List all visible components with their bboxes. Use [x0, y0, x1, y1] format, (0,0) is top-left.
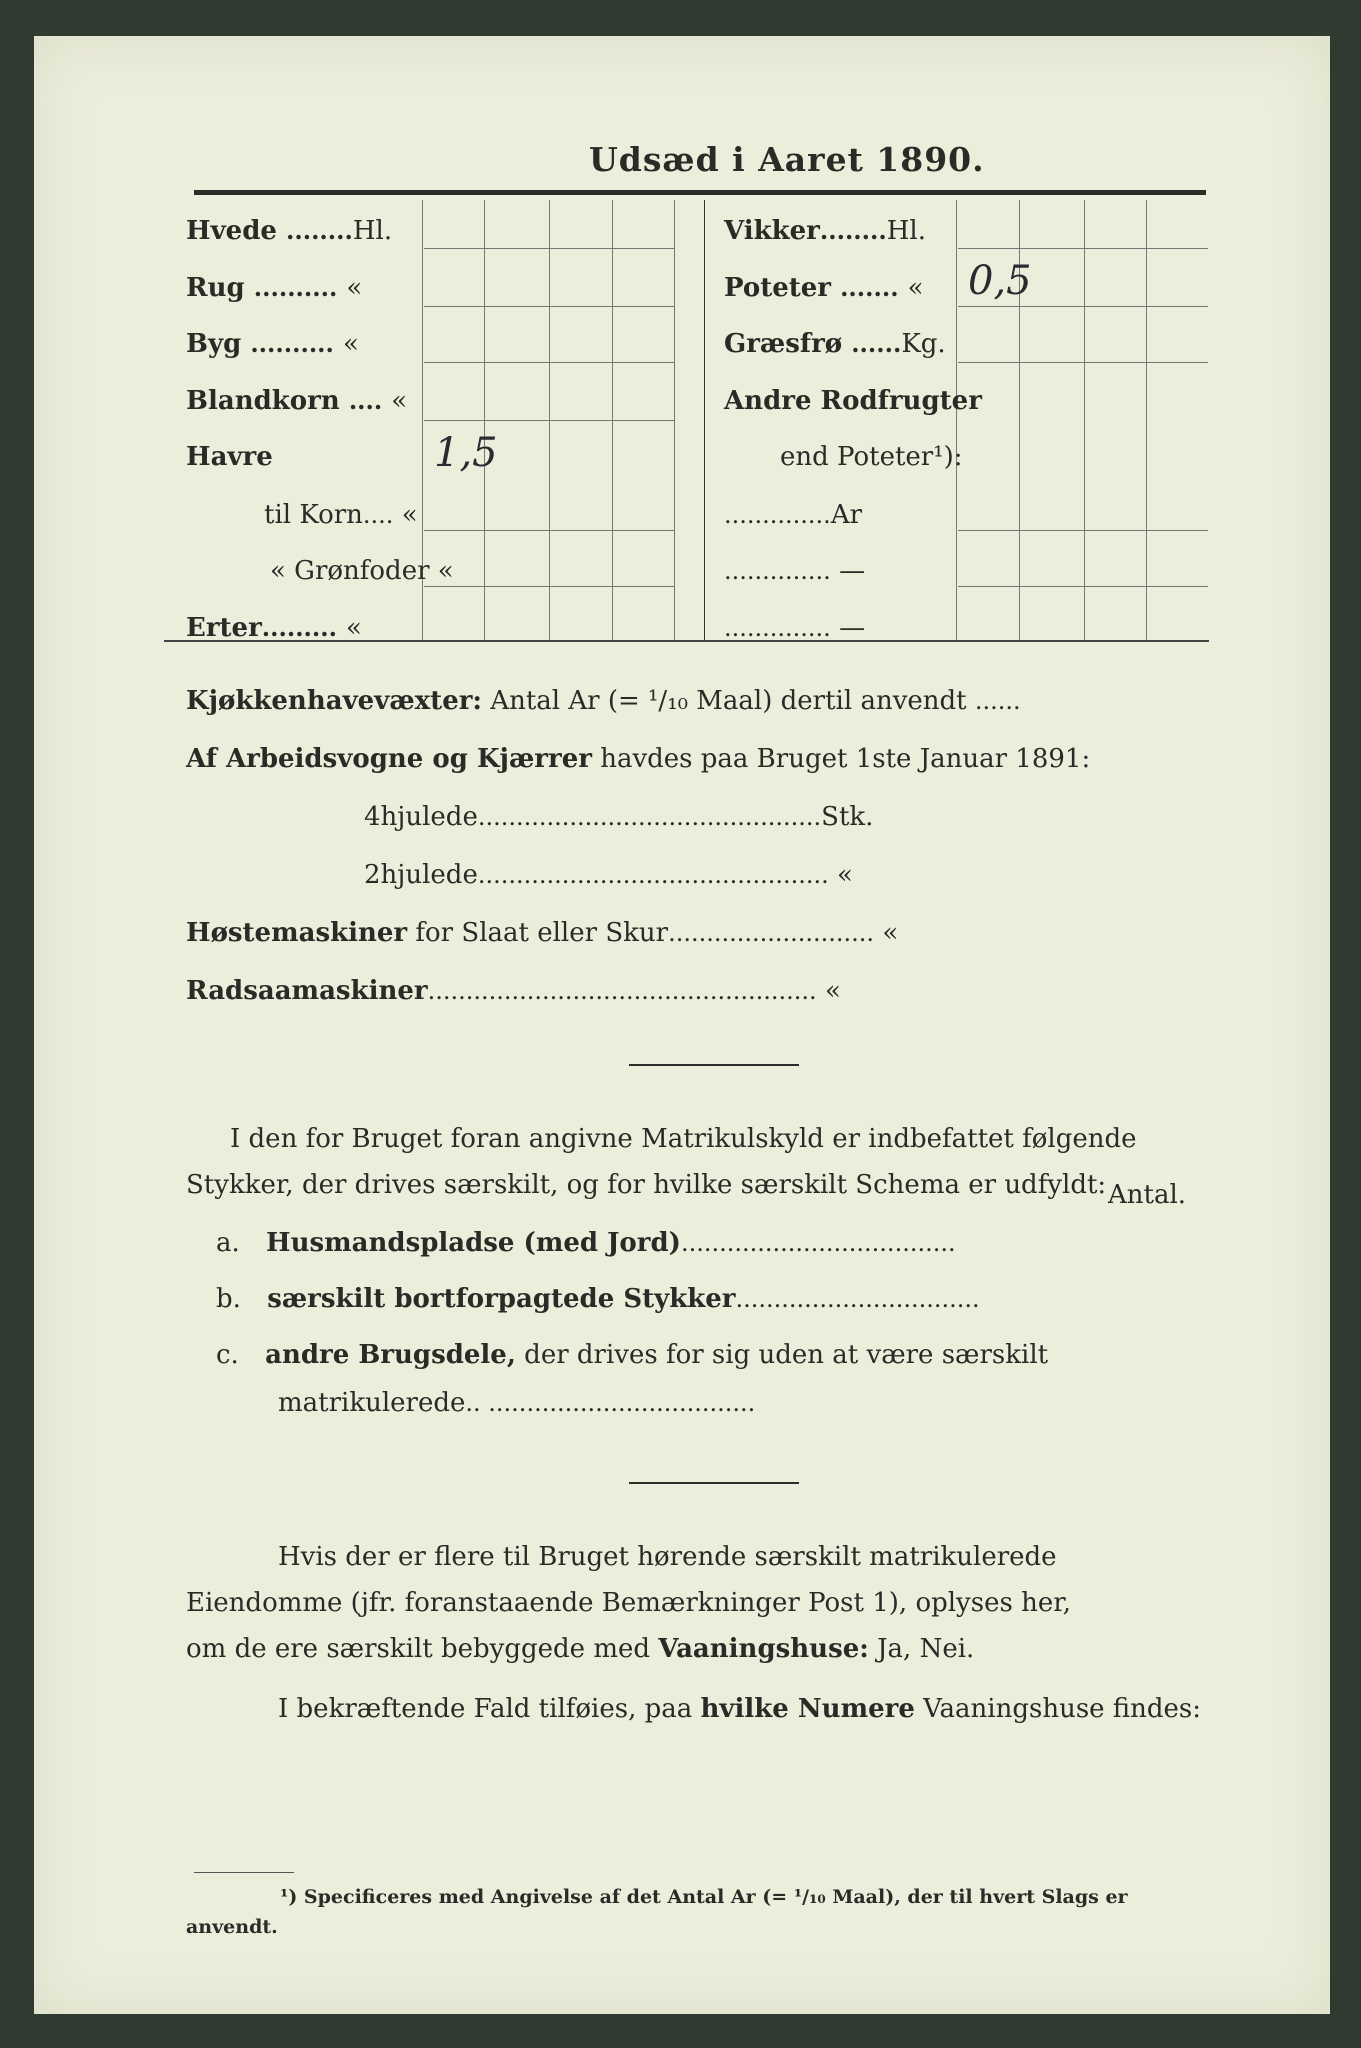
kitchen-garden-line: [186, 686, 1021, 716]
machine-unit: «: [882, 918, 899, 948]
leader-dots: ...................................................: [427, 977, 817, 1005]
leader-dots: ..........: [250, 329, 334, 358]
wagons-line: [186, 744, 1090, 774]
row-line: [424, 586, 674, 587]
grid-line: [1146, 200, 1147, 640]
crop-label: Hvede: [186, 216, 277, 246]
row-line: [424, 420, 674, 421]
leader-dots: ......: [974, 687, 1021, 715]
crop-row: [186, 442, 273, 472]
leader-dots: ................................: [735, 1285, 980, 1313]
crop-label: Poteter: [724, 273, 831, 303]
grid-line: [674, 200, 675, 640]
crop-label: Andre Rodfrugter: [724, 386, 982, 416]
machine-item: [186, 976, 841, 1006]
crop-unit: Ar: [830, 500, 863, 530]
crop-unit: «: [907, 273, 924, 303]
crop-row: [186, 613, 362, 643]
crop-label: Rug: [186, 273, 245, 303]
crop-unit: Hl.: [886, 216, 926, 246]
grid-line: [956, 200, 957, 640]
footnote-line: anvendt.: [186, 1916, 278, 1938]
row-line: [424, 362, 674, 363]
row-line: [958, 362, 1208, 363]
crop-unit: «: [346, 273, 363, 303]
leader-dots: ..............................................: [477, 861, 829, 889]
footnote-line: ¹) Specificeres med Angivelse af det Antal Ar (= ¹/₁₀ Maal), der til hvert Slags er: [280, 1886, 1128, 1908]
leader-dots: .........: [261, 613, 337, 642]
item-letter: c.: [216, 1340, 239, 1370]
wagon-item: [364, 860, 853, 890]
item-text: matrikulerede: [278, 1388, 466, 1418]
eiendom-line: Hvis der er flere til Bruget hørende særskilt matrikulerede: [278, 1542, 1057, 1572]
crop-row: [724, 500, 862, 530]
leader-dots: ..............: [724, 557, 831, 585]
crop-unit: «: [437, 556, 454, 586]
eiendom-text: om de ere særskilt bebyggede med: [186, 1634, 651, 1664]
machine-unit: «: [824, 976, 841, 1006]
item-text: der drives for sig uden at være særskilt: [524, 1340, 1049, 1370]
leader-dots: ........: [819, 216, 887, 245]
kitchen-text: Antal Ar (= ¹/₁₀ Maal) dertil anvendt: [490, 686, 967, 716]
wagons-text: havdes paa Bruget 1ste Januar 1891:: [600, 744, 1091, 774]
crop-row: [780, 442, 963, 472]
row-line: [424, 306, 674, 307]
machine-label: Radsaamaskiner: [186, 976, 428, 1006]
crop-label: Blandkorn: [186, 386, 340, 416]
crop-unit: —: [839, 613, 866, 643]
grid-line: [1084, 200, 1085, 640]
crop-row: [724, 216, 926, 246]
matrikul-item: [216, 1340, 1048, 1370]
eiendom-line: Eiendomme (jfr. foranstaaende Bemærkninger Post 1), oplyses her,: [186, 1588, 1072, 1618]
eiendom-bold: Vaaningshuse:: [658, 1634, 869, 1664]
crop-row: [186, 216, 392, 246]
leader-dots: ..............: [724, 501, 831, 529]
footnote-rule: [194, 1872, 294, 1873]
row-line: [958, 586, 1208, 587]
crop-label: « Grønfoder: [270, 556, 430, 586]
matrikul-item: [278, 1388, 755, 1418]
wagon-unit: Stk.: [821, 802, 874, 832]
item-label: Husmandspladse (med Jord): [266, 1228, 681, 1258]
crop-row: [724, 556, 865, 586]
crop-row: [724, 329, 946, 359]
row-line: [424, 530, 674, 531]
machine-text: for Slaat eller Skur: [415, 918, 669, 948]
table-divider: [704, 200, 705, 640]
document-sheet: [34, 36, 1330, 2014]
row-line: [958, 248, 1208, 249]
crop-row: [186, 386, 407, 416]
matrikul-item: [216, 1284, 980, 1314]
top-rule: [194, 190, 1206, 195]
crop-row: [724, 386, 982, 416]
machine-label: Høstemaskiner: [186, 918, 408, 948]
leader-dots: ....................................: [680, 1229, 956, 1257]
leader-dots: ..........: [253, 273, 338, 302]
item-letter: a.: [216, 1228, 240, 1258]
crop-label: Havre: [186, 442, 273, 472]
crop-row: [186, 273, 362, 303]
row-line: [958, 306, 1208, 307]
leader-dots: .. ...................................: [465, 1389, 756, 1417]
leader-dots: ...........................: [668, 919, 875, 947]
crop-row: [724, 273, 924, 303]
crop-label: Vikker: [724, 216, 820, 246]
handwritten-value: 1,5: [434, 430, 498, 476]
crop-unit: Kg.: [901, 329, 946, 359]
item-label: andre Brugsdele,: [265, 1340, 516, 1370]
eiendom-text: Vaaningshuse findes:: [923, 1694, 1202, 1724]
crop-unit: «: [401, 500, 418, 530]
wagon-item: [364, 802, 873, 832]
eiendom-line: [186, 1634, 974, 1664]
leader-dots: ..............: [724, 614, 831, 642]
crop-unit: «: [342, 329, 359, 359]
section-separator: [629, 1064, 799, 1066]
crop-label: Erter: [186, 613, 262, 643]
leader-dots: ....: [362, 501, 394, 529]
leader-dots: ....: [348, 386, 383, 415]
wagon-label: 2hjulede: [364, 860, 478, 890]
wagon-label: 4hjulede: [364, 802, 478, 832]
row-line: [958, 530, 1208, 531]
leader-dots: .......: [840, 273, 899, 302]
crop-unit: «: [391, 386, 408, 416]
antal-heading: Antal.: [1108, 1180, 1187, 1210]
crop-label: Byg: [186, 329, 242, 359]
eiendom-line: [278, 1694, 1201, 1724]
item-letter: b.: [216, 1284, 241, 1314]
crop-label: end Poteter¹):: [780, 442, 963, 472]
leader-dots: ........: [286, 216, 353, 245]
handwritten-value: 0,5: [968, 258, 1032, 304]
matrikul-paragraph: I den for Bruget foran angivne Matrikulskyld er indbefattet følgende: [230, 1124, 1137, 1154]
crop-row: [264, 500, 418, 530]
wagons-label: Af Arbeidsvogne og Kjærrer: [186, 744, 592, 774]
machine-item: [186, 918, 898, 948]
crop-row: [270, 556, 454, 586]
page-title: Udsæd i Aaret 1890.: [589, 140, 985, 179]
crop-row: [186, 329, 359, 359]
wagon-unit: «: [837, 860, 853, 890]
section-separator: [629, 1482, 799, 1484]
leader-dots: ......: [851, 329, 902, 358]
crop-unit: «: [346, 613, 362, 643]
crop-row: [724, 613, 865, 643]
eiendom-bold: hvilke Numere: [700, 1694, 915, 1724]
crop-label: til Korn: [264, 500, 363, 530]
kitchen-label: Kjøkkenhavevæxter:: [186, 686, 483, 716]
crop-unit: Hl.: [352, 216, 393, 246]
item-label: særskilt bortforpagtede Stykker: [267, 1284, 736, 1314]
eiendom-text: Ja, Nei.: [877, 1634, 975, 1664]
crop-unit: —: [839, 556, 866, 586]
matrikul-item: [216, 1228, 956, 1258]
matrikul-paragraph: Stykker, der drives særskilt, og for hvilke særskilt Schema er udfyldt:: [186, 1170, 1107, 1200]
eiendom-text: I bekræftende Fald tilføies, paa: [278, 1694, 693, 1724]
crop-label: Græsfrø: [724, 329, 843, 359]
leader-dots: .............................................: [477, 803, 822, 831]
row-line: [424, 248, 674, 249]
